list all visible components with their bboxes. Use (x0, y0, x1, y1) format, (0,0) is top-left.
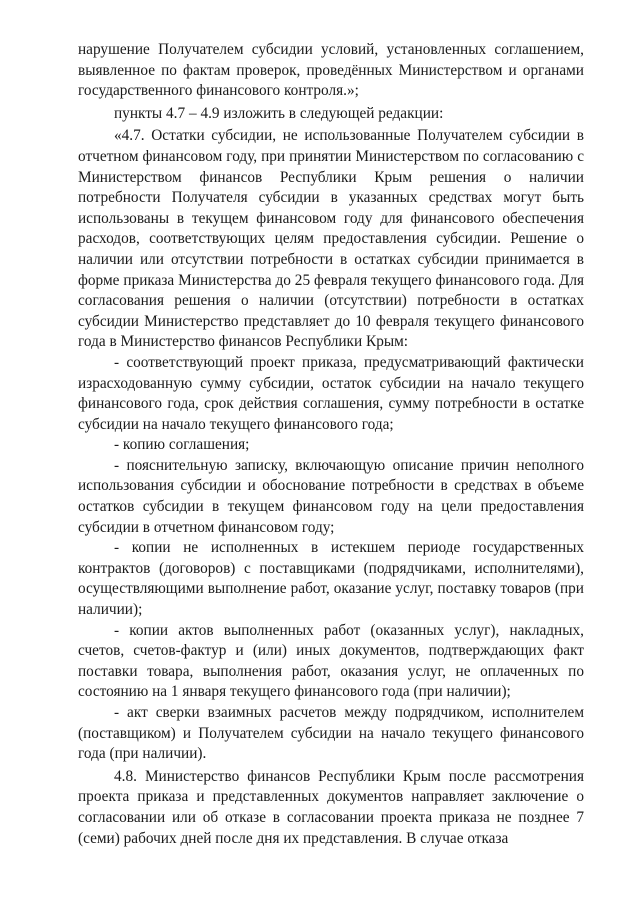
list-item-agreement-copy: - копию соглашения; (114, 436, 250, 454)
paragraph-clause-4-8: 4.8. Министерство финансов Республики Крым после рассмотрения проекта приказа и представленных документов направляет заключение о согласовании или об отказе в согласовании проекта приказа не позднее 7 (семи) рабочих дней после дня их представления. В случае отказа (78, 767, 584, 847)
list-item-contract-copies: - копии не исполненных в истекшем периоде государственных контрактов (договоров) с поставщиками (подрядчиками, исполнителями), осуществляющими выполнение работ, оказание услуг, поставку товаров (при наличии); (78, 539, 584, 619)
list-item-acts-copies: - копии актов выполненных работ (оказанных услуг), накладных, счетов, счетов-фактур и (или) иных документов, подтверждающих факт поставки товара, выполнения работ, оказания услуг, не оплаченных по состоянию на 1 января текущего финансового года (при наличии); (78, 621, 584, 701)
paragraph-clause-4-7: «4.7. Остатки субсидии, не использованные Получателем субсидии в отчетном финансовом году, при принятии Министерством по согласованию с Министерством финансов Республики Крым решения о наличии потребности Получателя субсидии в указанных средствах могут быть использованы в текущем финансовом году для финансового обеспечения расходов, соответствующих целям предоставления субсидии. Решение о наличии или отсутствии потребности в остатках субсидии принимается в форме приказа Министерства до 25 февраля текущего финансового года. Для согласования решения о наличии (отсутствии) потребности в остатках субсидии Министерство представляет до 10 февраля текущего финансового года в Министерство финансов Республики Крым: (78, 127, 584, 351)
paragraph-violation-continuation: нарушение Получателем субсидии условий, установленных соглашением, выявленное по фактам проверок, проведённых Министерством и органами государственного финансового контроля.»; (78, 41, 584, 100)
paragraph-amendment-intro: пункты 4.7 – 4.9 изложить в следующей редакции: (114, 104, 444, 122)
document-body (78, 40, 584, 849)
list-item-draft-order: - соответствующий проект приказа, предусматривающий фактически израсходованную сумму субсидии, остаток субсидии на начало текущего финансового года, срок действия соглашения, сумму потребности в остатке субсидии на начало текущего финансового года; (78, 353, 584, 433)
list-item-reconciliation-act: - акт сверки взаимных расчетов между подрядчиком, исполнителем (поставщиком) и Получателем субсидии на начало текущего финансового года (при наличии). (78, 704, 584, 763)
list-item-explanatory-note: - пояснительную записку, включающую описание причин неполного использования субсидии и обоснование потребности в средствах в объеме остатков субсидии в текущем финансовом году на цели предоставления субсидии в отчетном финансовом году; (78, 456, 584, 536)
